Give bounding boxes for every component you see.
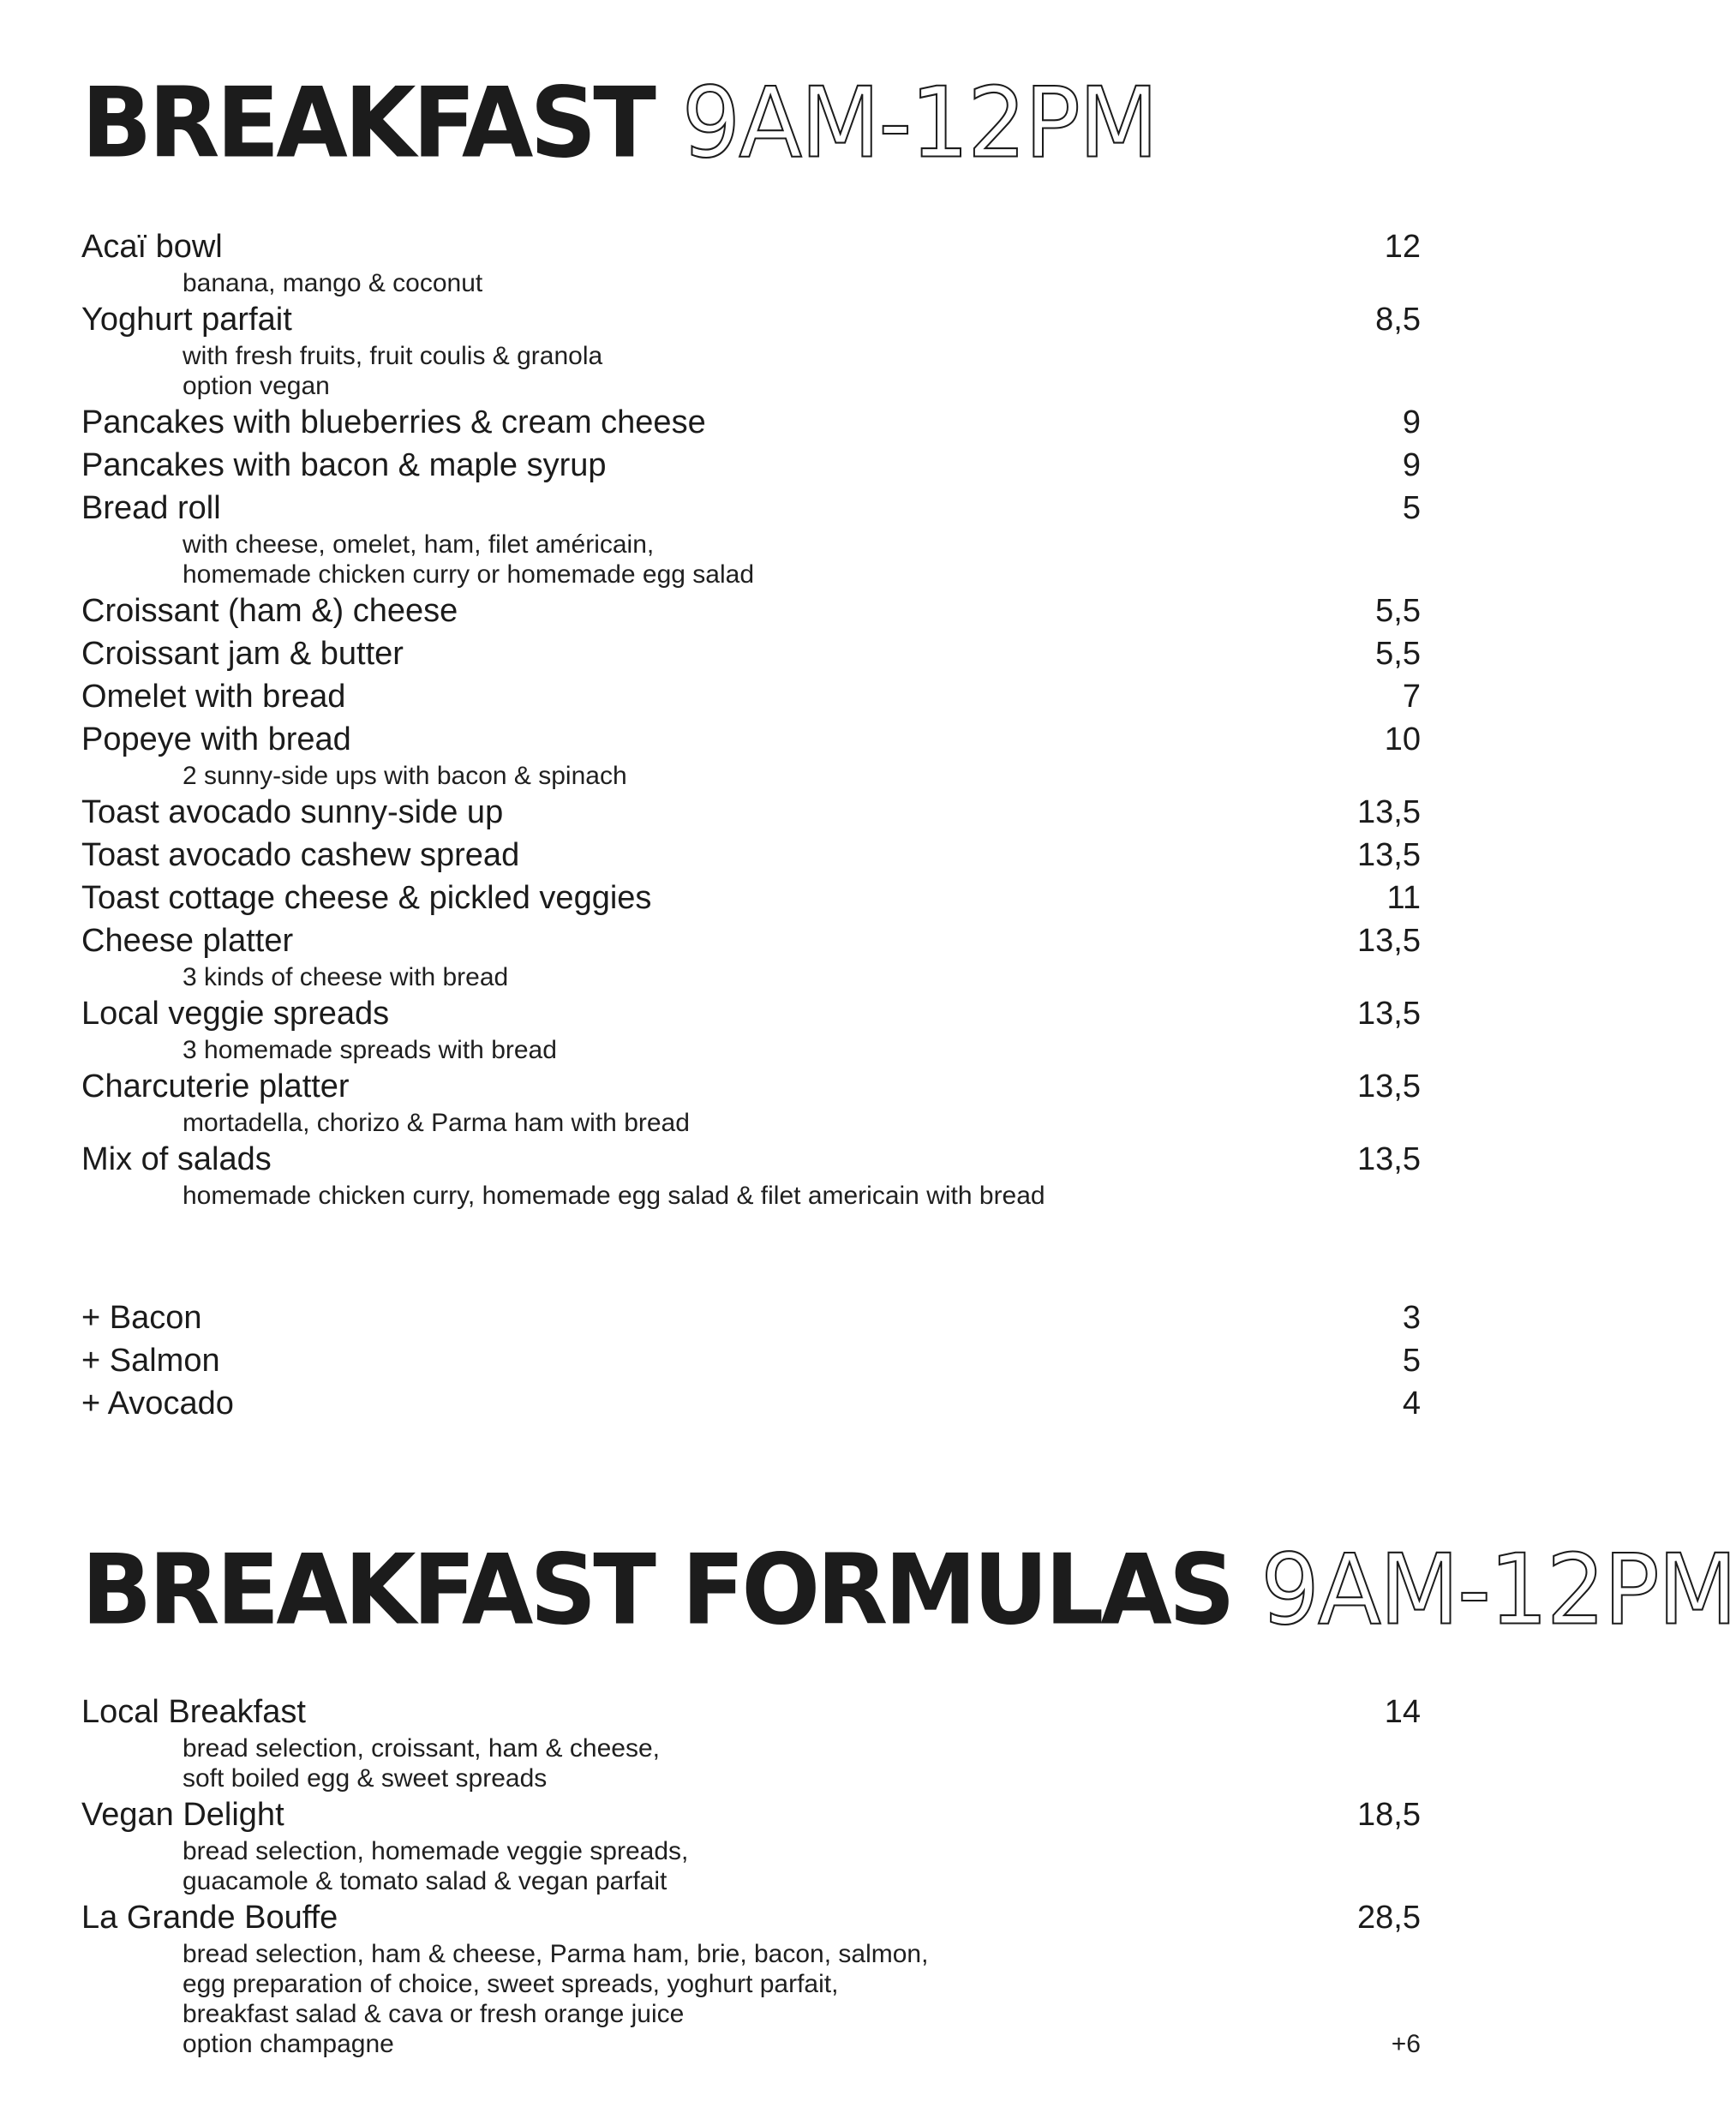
menu-item-description — [81, 1733, 1421, 1763]
menu-item-price: 13,5 — [1357, 794, 1421, 830]
menu-item-price: 5,5 — [1375, 593, 1421, 629]
menu-item-price: 14 — [1384, 1694, 1421, 1730]
menu-item — [81, 1691, 1421, 1793]
menu-item-row — [81, 1138, 1421, 1181]
menu-item-description — [81, 560, 1421, 590]
menu-item-price: 7 — [1402, 679, 1421, 715]
menu-item-price: 5 — [1402, 1343, 1421, 1379]
menu-item-row — [81, 1793, 1421, 1836]
menu-item-description-text: soft boiled egg & sweet spreads — [183, 1764, 548, 1793]
menu-item-price: 9 — [1402, 447, 1421, 483]
menu-item — [81, 1296, 1421, 1339]
menu-item-description — [81, 1035, 1421, 1065]
menu-item-row — [81, 590, 1421, 632]
menu-item-name: Toast cottage cheese & pickled veggies — [81, 880, 652, 916]
menu-item-name: La Grande Bouffe — [81, 1900, 338, 1936]
menu-item-price: 13,5 — [1357, 1141, 1421, 1177]
menu-item-name: Croissant jam & butter — [81, 636, 404, 672]
menu-item-price: 12 — [1384, 229, 1421, 265]
menu-item-description-text: banana, mango & coconut — [183, 269, 483, 297]
menu-item-row — [81, 444, 1421, 487]
menu-item-row — [81, 1065, 1421, 1108]
breakfast-heading-hours: 9AM-12PM — [681, 67, 1158, 180]
menu-item — [81, 718, 1421, 791]
menu-item — [81, 1339, 1421, 1382]
menu-item-price: 5,5 — [1375, 636, 1421, 672]
breakfast-heading — [81, 67, 1158, 180]
menu-item-description — [81, 1108, 1421, 1138]
menu-item-row — [81, 632, 1421, 675]
menu-item-price: 13,5 — [1357, 923, 1421, 959]
menu-item-description-text: 3 homemade spreads with bread — [183, 1036, 557, 1064]
menu-item-name: + Avocado — [81, 1386, 234, 1422]
formulas-menu-list — [81, 1691, 1421, 2059]
menu-item-description — [81, 268, 1421, 298]
menu-item — [81, 992, 1421, 1065]
menu-item — [81, 877, 1421, 919]
breakfast-heading-title: BREAKFAST — [81, 67, 653, 180]
menu-item-row — [81, 919, 1421, 962]
menu-item-row — [81, 1382, 1421, 1425]
menu-item — [81, 834, 1421, 877]
menu-item-price: 11 — [1386, 880, 1421, 916]
menu-item-price: 8,5 — [1375, 302, 1421, 338]
menu-item-row — [81, 992, 1421, 1035]
menu-item-price: 28,5 — [1357, 1900, 1421, 1936]
menu-item-name: Yoghurt parfait — [81, 302, 292, 338]
menu-item-description — [81, 2029, 1421, 2059]
menu-item-description-text: bread selection, croissant, ham & cheese, — [183, 1734, 660, 1763]
menu-item — [81, 487, 1421, 590]
menu-item-price: 9 — [1402, 404, 1421, 440]
menu-item-description — [81, 1969, 1421, 1999]
menu-item-row — [81, 834, 1421, 877]
menu-item-name: Croissant (ham &) cheese — [81, 593, 458, 629]
menu-item-price: 13,5 — [1357, 996, 1421, 1032]
menu-item-price: 10 — [1384, 721, 1421, 757]
menu-item-description — [81, 530, 1421, 560]
formulas-heading-title: BREAKFAST FORMULAS — [81, 1534, 1232, 1647]
menu-item-row — [81, 877, 1421, 919]
menu-item — [81, 225, 1421, 298]
menu-item-row — [81, 487, 1421, 530]
menu-item-description — [81, 1866, 1421, 1896]
menu-item — [81, 1896, 1421, 2059]
menu-item-price: 13,5 — [1357, 837, 1421, 873]
breakfast-menu-list — [81, 225, 1421, 1211]
menu-item-description-text: bread selection, ham & cheese, Parma ham, brie, bacon, salmon, — [183, 1940, 929, 1968]
menu-item-option-price: +6 — [1391, 2030, 1421, 2058]
menu-item-description-text: breakfast salad & cava or fresh orange juice — [183, 2000, 685, 2028]
menu-item-description — [81, 341, 1421, 371]
menu-item-description-text: 2 sunny-side ups with bacon & spinach — [183, 762, 627, 790]
menu-item-row — [81, 1296, 1421, 1339]
menu-item-name: Mix of salads — [81, 1141, 272, 1177]
menu-item-name: Omelet with bread — [81, 679, 346, 715]
menu-item-description — [81, 761, 1421, 791]
menu-item-row — [81, 718, 1421, 761]
menu-item-name: Pancakes with bacon & maple syrup — [81, 447, 607, 483]
menu-item — [81, 401, 1421, 444]
menu-item-name: Acaï bowl — [81, 229, 223, 265]
menu-item-price: 18,5 — [1357, 1797, 1421, 1833]
menu-item-description — [81, 371, 1421, 401]
menu-item-description-text: option vegan — [183, 372, 330, 400]
menu-item-row — [81, 401, 1421, 444]
menu-item-price: 4 — [1402, 1386, 1421, 1422]
menu-item-name: + Bacon — [81, 1300, 202, 1336]
menu-item — [81, 632, 1421, 675]
menu-item-name: Vegan Delight — [81, 1797, 284, 1833]
menu-item-name: Local Breakfast — [81, 1694, 306, 1730]
menu-item-row — [81, 1339, 1421, 1382]
menu-item-description-text: homemade chicken curry, homemade egg salad & filet americain with bread — [183, 1182, 1045, 1210]
menu-item-price: 13,5 — [1357, 1068, 1421, 1104]
menu-item-description — [81, 1939, 1421, 1969]
menu-item-row — [81, 225, 1421, 268]
menu-item-name: Toast avocado cashew spread — [81, 837, 520, 873]
menu-item-description-text: with cheese, omelet, ham, filet américain, — [183, 530, 655, 559]
menu-item-row — [81, 1896, 1421, 1939]
menu-item — [81, 444, 1421, 487]
menu-item-row — [81, 675, 1421, 718]
menu-item — [81, 919, 1421, 992]
menu-item-name: Bread roll — [81, 490, 221, 526]
menu-item — [81, 675, 1421, 718]
menu-item-name: Toast avocado sunny-side up — [81, 794, 504, 830]
menu-item-name: Charcuterie platter — [81, 1068, 350, 1104]
menu-item-description-text: egg preparation of choice, sweet spreads, yoghurt parfait, — [183, 1970, 839, 1998]
breakfast-extras-list — [81, 1296, 1421, 1425]
menu-item — [81, 1382, 1421, 1425]
menu-item-price: 3 — [1402, 1300, 1421, 1336]
menu-item-description-text: 3 kinds of cheese with bread — [183, 963, 509, 991]
menu-item-description — [81, 1999, 1421, 2029]
menu-item-description-text: with fresh fruits, fruit coulis & granola — [183, 342, 603, 370]
menu-item-description — [81, 1763, 1421, 1793]
menu-item — [81, 791, 1421, 834]
menu-item-description-text: guacamole & tomato salad & vegan parfait — [183, 1867, 667, 1895]
formulas-heading-hours: 9AM-12PM — [1260, 1534, 1736, 1647]
menu-item — [81, 298, 1421, 401]
menu-item-description — [81, 1836, 1421, 1866]
menu-item-row — [81, 298, 1421, 341]
menu-item-description-text: bread selection, homemade veggie spreads, — [183, 1837, 689, 1865]
menu-item-row — [81, 791, 1421, 834]
menu-item — [81, 590, 1421, 632]
menu-item-description-text: mortadella, chorizo & Parma ham with bread — [183, 1109, 690, 1137]
menu-item-name: Popeye with bread — [81, 721, 351, 757]
menu-item-description-text: homemade chicken curry or homemade egg salad — [183, 560, 755, 589]
menu-item-description — [81, 962, 1421, 992]
menu-item-description — [81, 1181, 1421, 1211]
menu-item-row — [81, 1691, 1421, 1733]
menu-item — [81, 1138, 1421, 1211]
menu-item — [81, 1793, 1421, 1896]
menu-item — [81, 1065, 1421, 1138]
menu-item-name: Pancakes with blueberries & cream cheese — [81, 404, 706, 440]
menu-item-name: Cheese platter — [81, 923, 294, 959]
menu-item-price: 5 — [1402, 490, 1421, 526]
menu-item-name: + Salmon — [81, 1343, 220, 1379]
menu-item-description-text: option champagne — [183, 2030, 394, 2058]
menu-item-name: Local veggie spreads — [81, 996, 390, 1032]
formulas-heading — [81, 1534, 1736, 1647]
